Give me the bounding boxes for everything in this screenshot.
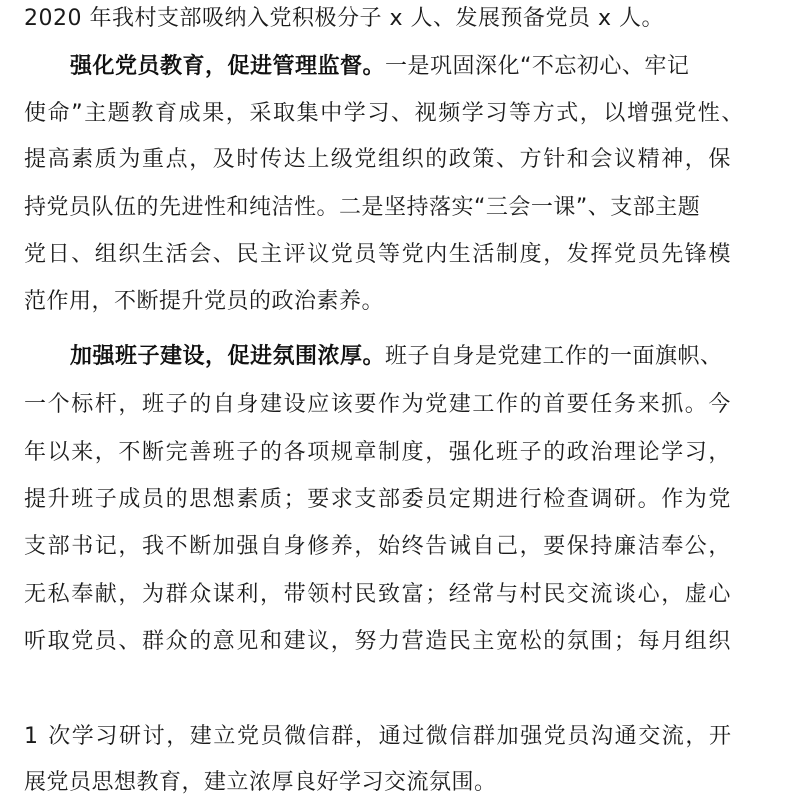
text-line-12 (24, 532, 776, 562)
text-line-3 (24, 99, 776, 129)
line-text: 听取党员、群众的意见和建议，努力营造民主宽松的氛围；每月组织 (24, 629, 733, 654)
text-line-15 (24, 722, 776, 752)
line-text: 持党员队伍的先进性和纯洁性。二是坚持落实“三会一课”、支部主题 (24, 195, 701, 220)
text-line-4 (24, 145, 776, 175)
line-text: 提升班子成员的思想素质；要求支部委员定期进行检查调研。作为党 (24, 487, 733, 512)
line-text: 提高素质为重点，及时传达上级党组织的政策、方针和会议精神，保 (24, 147, 733, 172)
line-text: 班子自身是党建工作的一面旗帜、 (385, 344, 723, 369)
text-line-5 (24, 193, 776, 223)
line-text: 使命”主题教育成果，采取集中学习、视频学习等方式，以增强党性、 (24, 101, 745, 126)
line-text: 2020 年我村支部吸纳入党积极分子 x 人、发展预备党员 x 人。 (24, 6, 664, 31)
line-text: 展党员思想教育，建立浓厚良好学习交流氛围。 (24, 770, 497, 795)
line-text: 范作用，不断提升党员的政治素养。 (24, 289, 385, 314)
text-line-14 (24, 627, 776, 657)
text-line-7 (24, 287, 776, 317)
line-text: 1 次学习研讨，建立党员微信群，通过微信群加强党员沟通交流，开 (24, 724, 733, 749)
text-line-2 (70, 52, 776, 82)
section-heading: 加强班子建设，促进氛围浓厚。 (70, 344, 386, 369)
line-text: 党日、组织生活会、民主评议党员等党内生活制度，发挥党员先锋模 (24, 242, 733, 267)
line-text: 无私奉献，为群众谋利，带领村民致富；经常与村民交流谈心，虚心 (24, 582, 733, 607)
line-text: 一个标杆，班子的自身建设应该要作为党建工作的首要任务来抓。今 (24, 392, 733, 417)
line-text: 一是巩固深化“不忘初心、牢记 (385, 54, 690, 79)
text-line-11 (24, 485, 776, 515)
text-line-13 (24, 580, 776, 610)
section-heading: 强化党员教育，促进管理监督。 (70, 54, 386, 79)
text-line-9 (24, 390, 776, 420)
text-line-1 (24, 4, 776, 34)
line-text: 支部书记，我不断加强自身修养，始终告诫自己，要保持廉洁奉公， (24, 534, 733, 559)
text-line-10 (24, 438, 776, 468)
text-line-16 (24, 768, 776, 798)
text-line-6 (24, 240, 776, 270)
line-text: 年以来，不断完善班子的各项规章制度，强化班子的政治理论学习， (24, 440, 733, 465)
text-line-8 (70, 342, 776, 372)
